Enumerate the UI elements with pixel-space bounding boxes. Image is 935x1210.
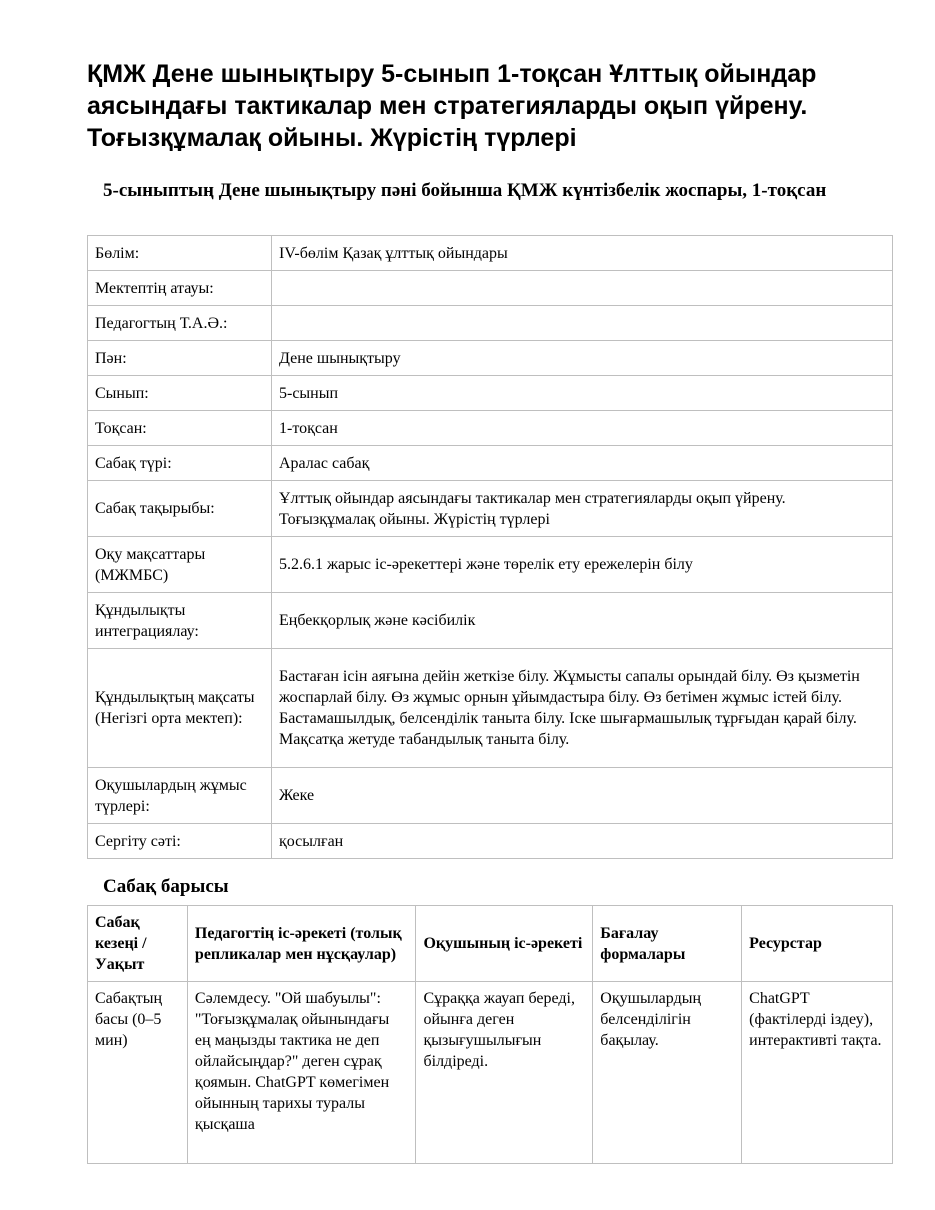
- table-row: [88, 824, 893, 859]
- table-cell: Оқушылардың белсенділігін бақылау.: [593, 982, 742, 1164]
- lesson-info-table: [87, 235, 893, 859]
- table-row: [88, 306, 893, 341]
- lesson-progress-heading: Сабақ барысы: [103, 876, 229, 897]
- table-row: [88, 537, 893, 593]
- table-cell: Сұраққа жауап береді, ойынға деген қызығушылығын білдіреді.: [416, 982, 593, 1164]
- row-label: Оқушылардың жұмыс түрлері:: [88, 768, 272, 824]
- table-row: [88, 376, 893, 411]
- row-label: Педагогтың Т.А.Ә.:: [88, 306, 272, 341]
- row-label: Сабақ түрі:: [88, 446, 272, 481]
- lesson-progress-table: [87, 905, 893, 1164]
- column-header: Бағалау формалары: [593, 906, 742, 982]
- table-row: [88, 236, 893, 271]
- table-cell: Сабақтың басы (0–5 мин): [88, 982, 188, 1164]
- table-row: [88, 411, 893, 446]
- row-label: Пән:: [88, 341, 272, 376]
- table-row: [88, 271, 893, 306]
- row-value: 5-сынып: [272, 376, 893, 411]
- row-label: Оқу мақсаттары (МЖМБС): [88, 537, 272, 593]
- row-value: Ұлттық ойындар аясындағы тактикалар мен стратегияларды оқып үйрену. Тоғызқұмалақ ойыны. Жүрістің түрлері: [272, 481, 893, 537]
- row-value: Дене шынықтыру: [272, 341, 893, 376]
- table-row: [88, 341, 893, 376]
- page-title: ҚМЖ Дене шынықтыру 5-сынып 1-тоқсан Ұлттық ойындар аясындағы тактикалар мен стратегияларды оқып үйрену. Тоғызқұмалақ ойыны. Жүрістің түрлері: [87, 60, 817, 152]
- row-label: Сынып:: [88, 376, 272, 411]
- row-label: Сабақ тақырыбы:: [88, 481, 272, 537]
- table-row: [88, 982, 893, 1164]
- row-value: 5.2.6.1 жарыс іс-әрекеттері және төрелік ету ережелерін білу: [272, 537, 893, 593]
- row-label: Сергіту сәті:: [88, 824, 272, 859]
- column-header: Ресурстар: [742, 906, 893, 982]
- table-header-row: [88, 906, 893, 982]
- row-label: Мектептің атауы:: [88, 271, 272, 306]
- row-label: Құндылықты интеграциялау:: [88, 593, 272, 649]
- row-value: IV-бөлім Қазақ ұлттық ойындары: [272, 236, 893, 271]
- table-row: [88, 446, 893, 481]
- column-header: Оқушының іс-әрекеті: [416, 906, 593, 982]
- row-value: Еңбекқорлық және кәсібилік: [272, 593, 893, 649]
- table-cell: ChatGPT (фактілерді іздеу), интерактивті тақта.: [742, 982, 893, 1164]
- row-value: Аралас сабақ: [272, 446, 893, 481]
- row-label: Тоқсан:: [88, 411, 272, 446]
- plan-heading: 5-сыныптың Дене шынықтыру пәні бойынша ҚМЖ күнтізбелік жоспары, 1-тоқсан: [103, 180, 827, 201]
- table-row: [88, 649, 893, 768]
- row-value: [272, 271, 893, 306]
- row-value: Жеке: [272, 768, 893, 824]
- table-row: [88, 768, 893, 824]
- column-header: Сабақ кезеңі / Уақыт: [88, 906, 188, 982]
- row-value: 1-тоқсан: [272, 411, 893, 446]
- table-row: [88, 593, 893, 649]
- row-label: Бөлім:: [88, 236, 272, 271]
- row-value: [272, 306, 893, 341]
- table-cell: Сәлемдесу. "Ой шабуылы": "Тоғызқұмалақ ойынындағы ең маңызды тактика не деп ойлайсыңдар?" деген сұрақ қоямын. ChatGPT көмегімен ойынның тарихы туралы қысқаша: [187, 982, 416, 1164]
- column-header: Педагогтің іс-әрекеті (толық репликалар мен нұсқаулар): [187, 906, 416, 982]
- table-row: [88, 481, 893, 537]
- row-label: Құндылықтың мақсаты (Негізгі орта мектеп):: [88, 649, 272, 768]
- row-value: Бастаған ісін аяғына дейін жеткізе білу. Жұмысты сапалы орындай білу. Өз қызметін жоспарлай білу. Өз жұмыс орнын ұйымдастыра білу. Өз бетімен жұмыс істей білу. Бастамашылдық, белсенділік таныта білу. Іске шығармашылық тұрғыдан қарай білу. Мақсатқа жетуде табандылық таныта білу.: [272, 649, 893, 768]
- row-value: қосылған: [272, 824, 893, 859]
